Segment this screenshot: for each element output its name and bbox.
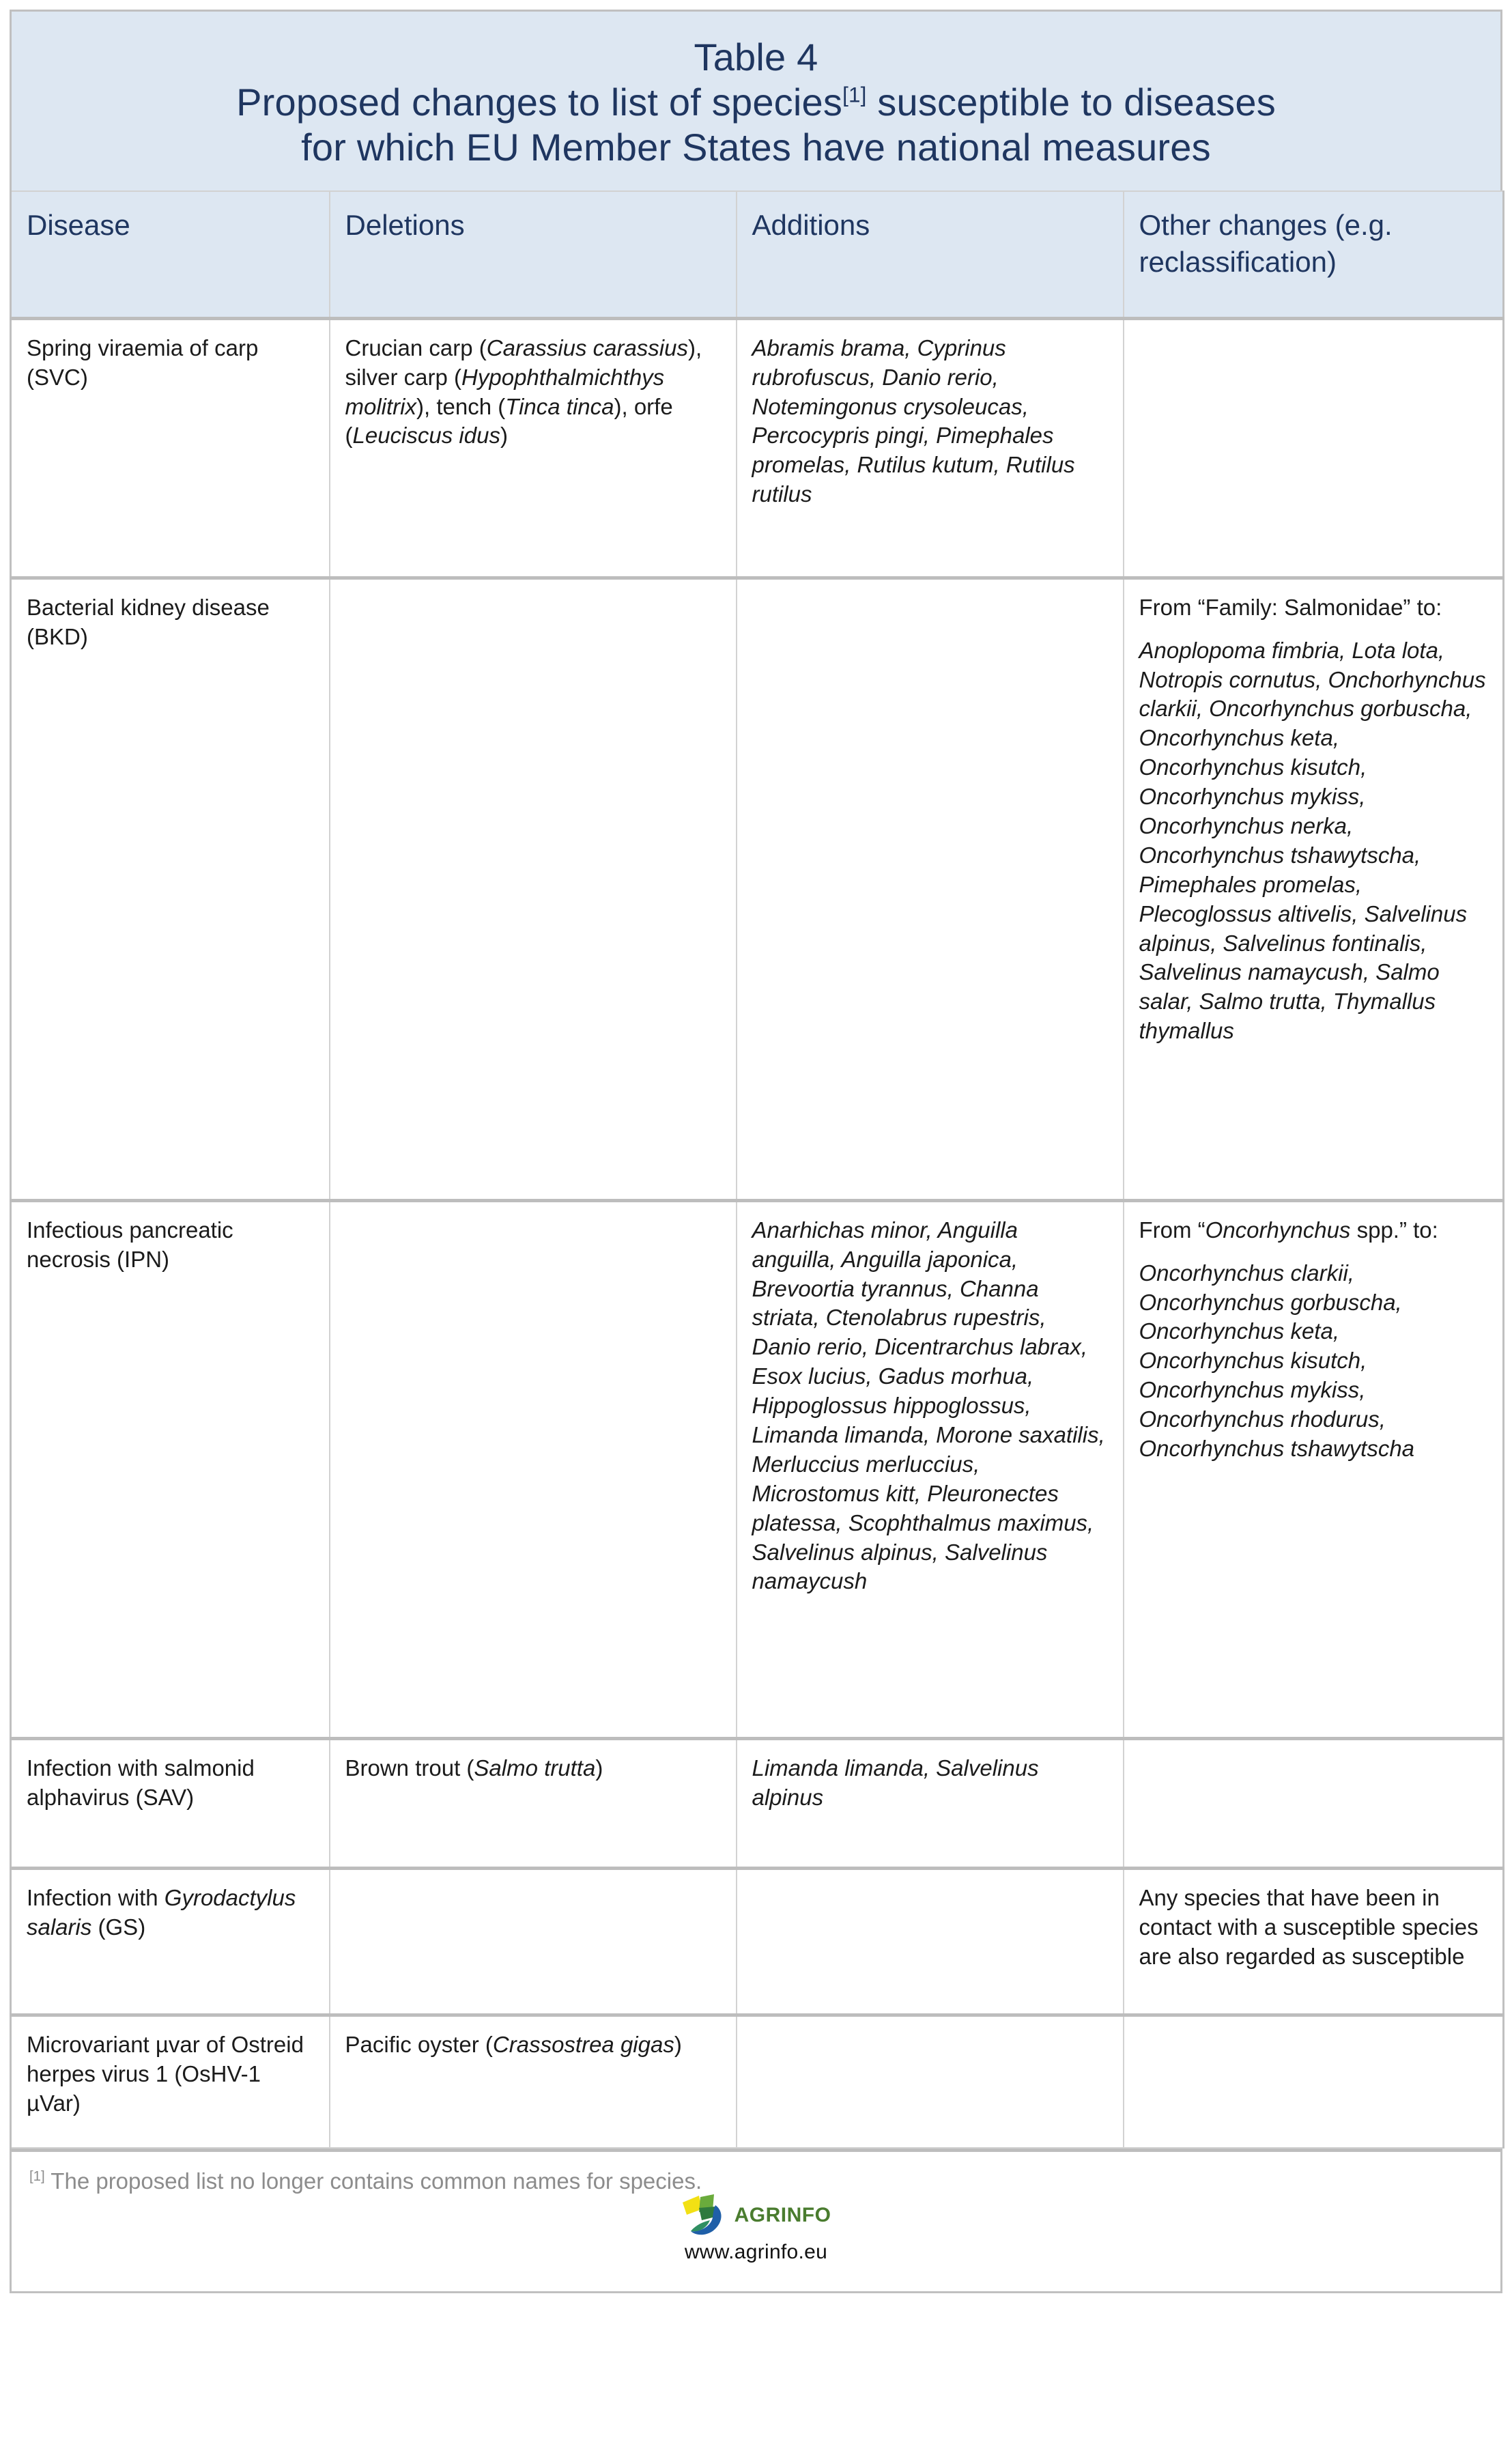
proposed-changes-table: [10, 190, 1504, 2149]
cell-additions: [737, 1738, 1124, 1868]
species-list: Limanda limanda, Salvelinus alpinus: [752, 1755, 1039, 1810]
cell-additions: [737, 1200, 1124, 1738]
intro-post: spp.” to:: [1350, 1217, 1438, 1243]
cell-additions: [737, 318, 1124, 578]
cell-additions: [737, 1868, 1124, 2015]
common-name: (GS): [91, 1914, 146, 1940]
table-title-block: [10, 10, 1502, 190]
cell-deletions: [330, 318, 737, 578]
rich-text: [345, 2030, 721, 2060]
common-name: Infection with: [27, 1884, 165, 1910]
agrinfo-logo: [647, 2193, 866, 2238]
footnote-marker: [1]: [29, 2168, 45, 2185]
cell-deletions: [330, 1868, 737, 2015]
table-row: [11, 578, 1504, 1200]
cell-deletions: [330, 2015, 737, 2148]
cell-deletions: [330, 1200, 737, 1738]
cell-disease: Infection with salmonid alphavirus (SAV): [11, 1738, 330, 1868]
cell-other-changes: [1124, 1868, 1504, 2015]
scientific-name: Carassius carassius: [486, 335, 688, 360]
reclassification-intro: From “Family: Salmonidae” to:: [1139, 594, 1442, 620]
species-list: Abramis brama, Cyprinus rubrofuscus, Danio rerio, Notemingonus crysoleucas, Percocypris pingi, Pimephales promelas, Rutilus kutum, Rutilus rutilus: [752, 335, 1075, 507]
species-list: Oncorhynchus clarkii, Oncorhynchus gorbuscha, Oncorhynchus keta, Oncorhynchus kisutch, Oncorhynchus mykiss, Oncorhynchus rhodurus, Oncorhynchus tshawytscha: [1139, 1260, 1415, 1461]
cell-other-changes: [1124, 1738, 1504, 1868]
cell-disease: Infectious pancreatic necrosis (IPN): [11, 1200, 330, 1738]
table-footer: [10, 2149, 1502, 2293]
brand-block: [647, 2193, 866, 2264]
table-caption-footnote-marker: [1]: [842, 83, 867, 107]
table-header-row: [11, 191, 1504, 318]
rich-text: [345, 1754, 721, 1783]
cell-deletions: [330, 578, 737, 1200]
other-changes-note: Any species that have been in contact with a susceptible species are also regarded as susceptible: [1139, 1884, 1479, 1969]
column-header-disease: Disease: [11, 191, 330, 318]
column-header-additions: Additions: [737, 191, 1124, 318]
common-name: ), tench (: [416, 393, 506, 419]
cell-disease: [11, 1868, 330, 2015]
leaf-bird-icon: [681, 2193, 732, 2238]
cell-other-changes: [1124, 578, 1504, 1200]
common-name: ): [500, 423, 508, 449]
column-header-deletions: Deletions: [330, 191, 737, 318]
cell-disease: Spring viraemia of carp (SVC): [11, 318, 330, 578]
cell-other-changes: [1124, 1200, 1504, 1738]
common-name: Pacific oyster (: [345, 2031, 493, 2057]
cell-additions: [737, 2015, 1124, 2148]
brand-name: AGRINFO: [734, 2204, 831, 2227]
scientific-name: Hypophthalmichthys molitrix: [345, 364, 665, 419]
cell-deletions: [330, 1738, 737, 1868]
cell-disease: Bacterial kidney disease (BKD): [11, 578, 330, 1200]
rich-text: [345, 334, 721, 451]
table-number: Table 4: [694, 36, 818, 79]
scientific-name: Tinca tinca: [505, 393, 614, 419]
reclassification-intro: [1139, 1216, 1488, 1245]
footnote-text: The proposed list no longer contains common names for species.: [44, 2168, 702, 2194]
common-name: Brown trout (: [345, 1755, 474, 1781]
cell-additions: [737, 578, 1124, 1200]
table-row: [11, 1738, 1504, 1868]
cell-other-changes: [1124, 318, 1504, 578]
footnote: [29, 2167, 1483, 2195]
table-row: [11, 1868, 1504, 2015]
scientific-name: Gyrodactylus salaris: [27, 1884, 296, 1940]
rich-text: [27, 1884, 314, 1942]
common-name: ): [674, 2031, 682, 2057]
scientific-name: Crassostrea gigas: [492, 2031, 674, 2057]
table-caption: [53, 80, 1459, 125]
table-row: [11, 1200, 1504, 1738]
cell-disease: Microvariant µvar of Ostreid herpes virus 1 (OsHV-1 µVar): [11, 2015, 330, 2148]
common-name: Crucian carp (: [345, 335, 487, 360]
species-list: Anoplopoma fimbria, Lota lota, Notropis cornutus, Onchorhynchus clarkii, Oncorhynchus gorbuscha, Oncorhynchus keta, Oncorhynchus kisutch, Oncorhynchus mykiss, Oncorhynchus nerka, Oncorhynchus tshawytscha, Pimephales promelas, Plecoglossus altivelis, Salvelinus alpinus, Salvelinus fontinalis, Salvelinus namaycush, Salmo salar, Salmo trutta, Thymallus thymallus: [1139, 637, 1486, 1044]
common-name: ): [595, 1755, 603, 1781]
table-caption-part1: Proposed changes to list of species: [236, 81, 843, 124]
table-row: [11, 318, 1504, 578]
column-header-other-changes: Other changes (e.g. reclassification): [1124, 191, 1504, 318]
common-name: ), orfe (: [345, 393, 673, 449]
intro-pre: From “: [1139, 1217, 1206, 1243]
brand-url: www.agrinfo.eu: [684, 2241, 828, 2264]
scientific-name: Salmo trutta: [474, 1755, 596, 1781]
common-name: ), silver carp (: [345, 335, 702, 390]
intro-genus: Oncorhynchus: [1205, 1217, 1351, 1243]
cell-other-changes: [1124, 2015, 1504, 2148]
species-list: Anarhichas minor, Anguilla anguilla, Anguilla japonica, Brevoortia tyrannus, Channa striata, Ctenolabrus rupestris, Danio rerio, Dicentrarchus labrax, Esox lucius, Gadus morhua, Hippoglossus hippoglossus, Limanda limanda, Morone saxatilis, Merluccius merluccius, Microstomus kitt, Pleuronectes platessa, Scophthalmus maximus, Salvelinus alpinus, Salvelinus namaycush: [752, 1217, 1105, 1594]
table-row: [11, 2015, 1504, 2148]
scientific-name: Leuciscus idus: [352, 423, 500, 449]
table-caption-part2: susceptible to diseases: [866, 81, 1276, 124]
table-caption-line3: for which EU Member States have national measures: [301, 126, 1211, 169]
